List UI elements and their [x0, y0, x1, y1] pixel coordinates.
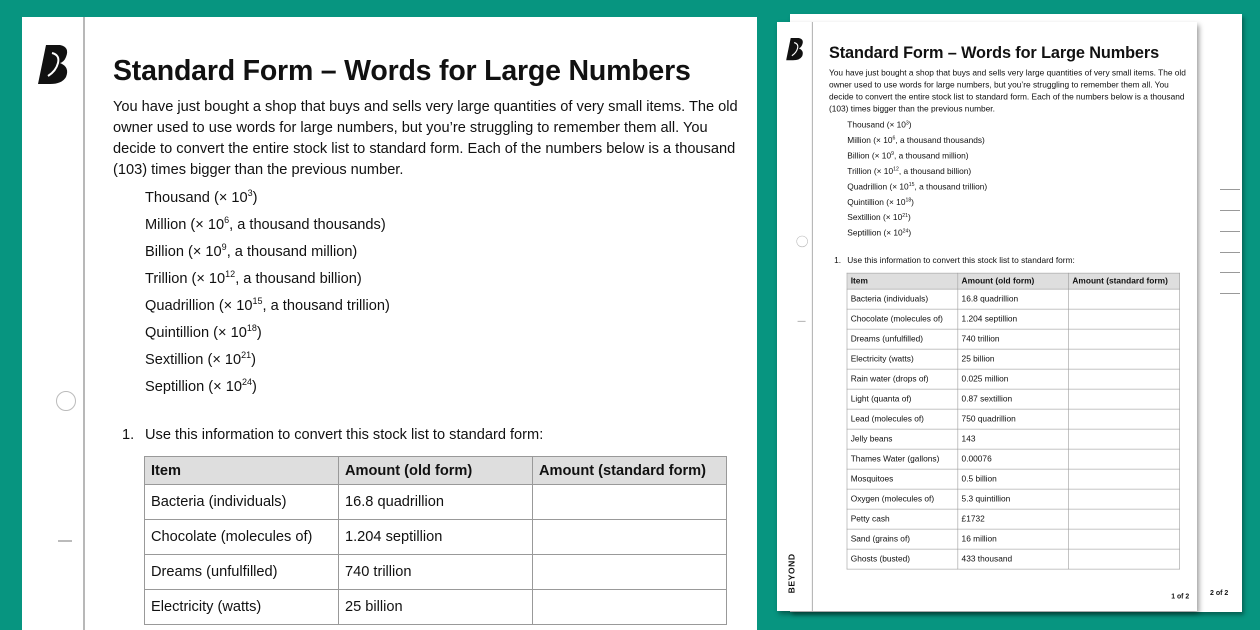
worksheet [22, 17, 757, 630]
table-row [145, 555, 727, 590]
item-cell: Lead (molecules of) [847, 409, 958, 429]
table-row [847, 429, 1180, 449]
fold-mark [58, 540, 72, 542]
table-row [847, 289, 1180, 309]
exponent: 12 [893, 165, 899, 172]
number-word-item [145, 318, 390, 345]
table-row [847, 489, 1180, 509]
table-header-row [145, 457, 727, 485]
number-word-item [847, 225, 987, 240]
number-word-suffix: ) [251, 351, 257, 368]
number-word-suffix: ) [256, 324, 262, 341]
exponent: 9 [891, 150, 894, 157]
standard-form-answer-cell[interactable] [1069, 549, 1180, 569]
standard-form-answer-cell[interactable] [1069, 309, 1180, 329]
number-word-item [847, 117, 987, 132]
answer-line [1220, 293, 1240, 294]
number-word-name: Septillion (× 10 [847, 228, 903, 238]
old-form-cell: 16 million [958, 529, 1069, 549]
number-word-suffix: , a thousand billion) [898, 167, 972, 177]
table-row [847, 389, 1180, 409]
standard-form-answer-cell[interactable] [1069, 529, 1180, 549]
old-form-cell: 0.025 million [958, 369, 1069, 389]
exponent: 3 [247, 188, 253, 198]
number-word-name: Billion (× 10 [847, 151, 892, 161]
question-text: Use this information to convert this stock list to standard form: [145, 427, 544, 443]
table-row [847, 349, 1180, 369]
intro-line: decide to convert the entire stock list to standard form. Each of the numbers below is a thousand [828, 92, 1185, 102]
exponent: 21 [241, 350, 252, 360]
number-word-name: Quintillion (× 10 [145, 324, 247, 341]
intro-line: (103) times bigger than the previous number. [113, 162, 404, 178]
item-cell: Bacteria (individuals) [145, 485, 339, 520]
standard-form-answer-cell[interactable] [1069, 369, 1180, 389]
item-cell: Jelly beans [847, 429, 958, 449]
worksheet [777, 22, 1197, 611]
item-cell: Sand (grains of) [847, 529, 958, 549]
exponent: 15 [908, 181, 915, 188]
exponent: 3 [905, 119, 909, 126]
old-form-cell: 5.3 quintillion [958, 489, 1069, 509]
number-word-name: Quadrillion (× 10 [847, 182, 909, 192]
standard-form-answer-cell[interactable] [1069, 409, 1180, 429]
page-number: 1 of 2 [1171, 592, 1190, 601]
exponent: 15 [252, 296, 263, 306]
number-words-list [145, 183, 390, 399]
standard-form-answer-cell[interactable] [1069, 429, 1180, 449]
stock-table [847, 273, 1180, 570]
number-word-item [847, 148, 987, 163]
intro-line: You have just bought a shop that buys and sells very large quantities of very small items. The old [113, 99, 738, 115]
intro-line: decide to convert the entire stock list to standard form. Each of the numbers below is a thousand [113, 141, 736, 157]
table-row [847, 549, 1180, 569]
question-text: Use this information to convert this stock list to standard form: [847, 256, 1075, 266]
standard-form-answer-cell[interactable] [533, 485, 727, 520]
number-word-item [145, 264, 390, 291]
exponent: 24 [902, 227, 909, 234]
exponent: 9 [221, 242, 227, 252]
number-word-item [145, 183, 390, 210]
answer-line [1220, 210, 1240, 211]
number-word-suffix: ) [252, 189, 258, 206]
item-cell: Chocolate (molecules of) [145, 520, 339, 555]
number-word-suffix: ) [908, 120, 912, 130]
item-cell: Petty cash [847, 509, 958, 529]
number-words-list [847, 117, 987, 240]
number-word-item [847, 179, 987, 194]
item-cell: Mosquitoes [847, 469, 958, 489]
standard-form-answer-cell[interactable] [1069, 489, 1180, 509]
number-word-suffix: , a thousand billion) [235, 270, 362, 287]
old-form-cell: £1732 [958, 509, 1069, 529]
item-cell: Electricity (watts) [145, 590, 339, 625]
beyond-logo-icon [38, 43, 72, 85]
exponent: 6 [224, 215, 230, 225]
header-item: Item [145, 457, 339, 485]
table-row [145, 485, 727, 520]
standard-form-answer-cell[interactable] [533, 520, 727, 555]
header-item: Item [847, 273, 958, 289]
exponent: 12 [225, 269, 236, 279]
standard-form-answer-cell[interactable] [533, 555, 727, 590]
intro-line: owner used to use words for large numbers, but you’re struggling to remember them all. You [828, 80, 1169, 90]
old-form-cell: 0.00076 [958, 449, 1069, 469]
exponent: 6 [892, 135, 896, 141]
page-title: Standard Form – Words for Large Numbers [113, 55, 691, 87]
question-number: 1. [834, 256, 842, 266]
number-word-name: Million (× 10 [847, 136, 893, 146]
standard-form-answer-cell[interactable] [1069, 329, 1180, 349]
header-old-form: Amount (old form) [958, 273, 1069, 289]
question-1 [834, 256, 1075, 265]
old-form-cell: 1.204 septillion [958, 309, 1069, 329]
page-1-preview [777, 22, 1197, 611]
question-number: 1. [122, 427, 135, 443]
old-form-cell: 25 billion [958, 349, 1069, 369]
old-form-cell: 433 thousand [958, 549, 1069, 569]
exponent: 18 [246, 323, 257, 333]
standard-form-answer-cell[interactable] [1069, 349, 1180, 369]
item-cell: Ghosts (busted) [847, 549, 958, 569]
table-row [847, 369, 1180, 389]
header-standard-form: Amount (standard form) [533, 457, 727, 485]
number-word-name: Million (× 10 [145, 216, 225, 233]
standard-form-answer-cell[interactable] [533, 590, 727, 625]
table-header-row [847, 273, 1180, 289]
table-row [847, 469, 1180, 489]
item-cell: Bacteria (individuals) [847, 289, 958, 309]
number-word-name: Sextillion (× 10 [145, 351, 242, 368]
number-word-item [847, 163, 987, 178]
number-word-suffix: ) [911, 197, 914, 208]
number-word-name: Sextillion (× 10 [847, 213, 903, 223]
table-row [145, 590, 727, 625]
number-word-item [145, 237, 390, 264]
number-word-item [847, 132, 987, 147]
item-cell: Chocolate (molecules of) [847, 309, 958, 329]
exponent: 24 [241, 377, 252, 387]
old-form-cell: 16.8 quadrillion [339, 485, 533, 520]
intro-paragraph [829, 68, 1186, 116]
old-form-cell: 1.204 septillion [339, 520, 533, 555]
question-1 [122, 427, 543, 443]
old-form-cell: 16.8 quadrillion [958, 289, 1069, 309]
number-word-item [145, 291, 390, 318]
punch-hole [56, 391, 76, 411]
number-word-suffix: , a thousand million) [893, 151, 969, 161]
page-1-large [22, 17, 757, 630]
number-word-name: Billion (× 10 [145, 243, 222, 260]
beyond-brand-logo: BEYOND [787, 553, 797, 594]
margin-line [83, 17, 85, 630]
item-cell: Dreams (unfulfilled) [847, 329, 958, 349]
stock-table [144, 456, 727, 625]
page-number: 2 of 2 [1210, 590, 1229, 597]
number-word-suffix: ) [908, 228, 912, 238]
table-row [847, 409, 1180, 429]
old-form-cell: 25 billion [339, 590, 533, 625]
number-word-item [847, 209, 987, 224]
old-form-cell: 0.5 billion [958, 469, 1069, 489]
number-word-name: Trillion (× 10 [145, 270, 226, 287]
number-word-name: Quadrillion (× 10 [145, 297, 253, 314]
number-word-name: Thousand (× 10 [847, 120, 906, 130]
old-form-cell: 143 [958, 429, 1069, 449]
intro-line: (103) times bigger than the previous number. [828, 104, 995, 114]
number-word-suffix: , a thousand million) [226, 243, 358, 260]
number-word-item [145, 372, 390, 399]
old-form-cell: 750 quadrillion [958, 409, 1069, 429]
item-cell: Thames Water (gallons) [847, 449, 958, 469]
number-word-name: Quintillion (× 10 [847, 197, 906, 208]
table-row [847, 329, 1180, 349]
old-form-cell: 740 trillion [339, 555, 533, 590]
number-word-name: Thousand (× 10 [145, 189, 248, 206]
number-word-item [847, 194, 987, 209]
standard-form-answer-cell[interactable] [1069, 449, 1180, 469]
table-row [847, 529, 1180, 549]
answer-line [1220, 231, 1240, 232]
margin-line [812, 22, 813, 611]
standard-form-answer-cell[interactable] [1069, 389, 1180, 409]
table-row [847, 449, 1180, 469]
header-old-form: Amount (old form) [339, 457, 533, 485]
item-cell: Dreams (unfulfilled) [145, 555, 339, 590]
standard-form-answer-cell[interactable] [1069, 509, 1180, 529]
beyond-logo-icon [786, 37, 805, 61]
number-word-name: Septillion (× 10 [145, 378, 242, 395]
number-word-item [145, 345, 390, 372]
number-word-suffix: ) [907, 213, 911, 223]
header-standard-form: Amount (standard form) [1069, 273, 1180, 289]
number-word-suffix: , a thousand trillion) [914, 182, 988, 192]
number-word-suffix: , a thousand trillion) [262, 297, 390, 314]
table-row [847, 509, 1180, 529]
number-word-suffix: ) [251, 378, 257, 395]
intro-line: owner used to use words for large numbers, but you’re struggling to remember them all. You [113, 120, 708, 136]
item-cell: Electricity (watts) [847, 349, 958, 369]
number-word-suffix: , a thousand thousands) [895, 136, 985, 146]
intro-paragraph [113, 97, 738, 181]
item-cell: Rain water (drops of) [847, 369, 958, 389]
table-row [145, 520, 727, 555]
page-title: Standard Form – Words for Large Numbers [828, 43, 1160, 62]
old-form-cell: 740 trillion [958, 329, 1069, 349]
answer-line [1220, 272, 1240, 273]
table-row [847, 309, 1180, 329]
punch-hole [796, 236, 807, 247]
old-form-cell: 0.87 sextillion [958, 389, 1069, 409]
answer-line [1220, 189, 1240, 190]
exponent: 18 [905, 196, 912, 203]
standard-form-answer-cell[interactable] [1069, 469, 1180, 489]
number-word-item [145, 210, 390, 237]
number-word-name: Trillion (× 10 [847, 167, 894, 177]
fold-mark [798, 321, 806, 322]
number-word-suffix: , a thousand thousands) [229, 216, 386, 233]
exponent: 21 [902, 212, 908, 218]
answer-line [1220, 252, 1240, 253]
intro-line: You have just bought a shop that buys and sells very large quantities of very small items. The old [828, 68, 1186, 78]
item-cell: Oxygen (molecules of) [847, 489, 958, 509]
standard-form-answer-cell[interactable] [1069, 289, 1180, 309]
item-cell: Light (quanta of) [847, 389, 958, 409]
